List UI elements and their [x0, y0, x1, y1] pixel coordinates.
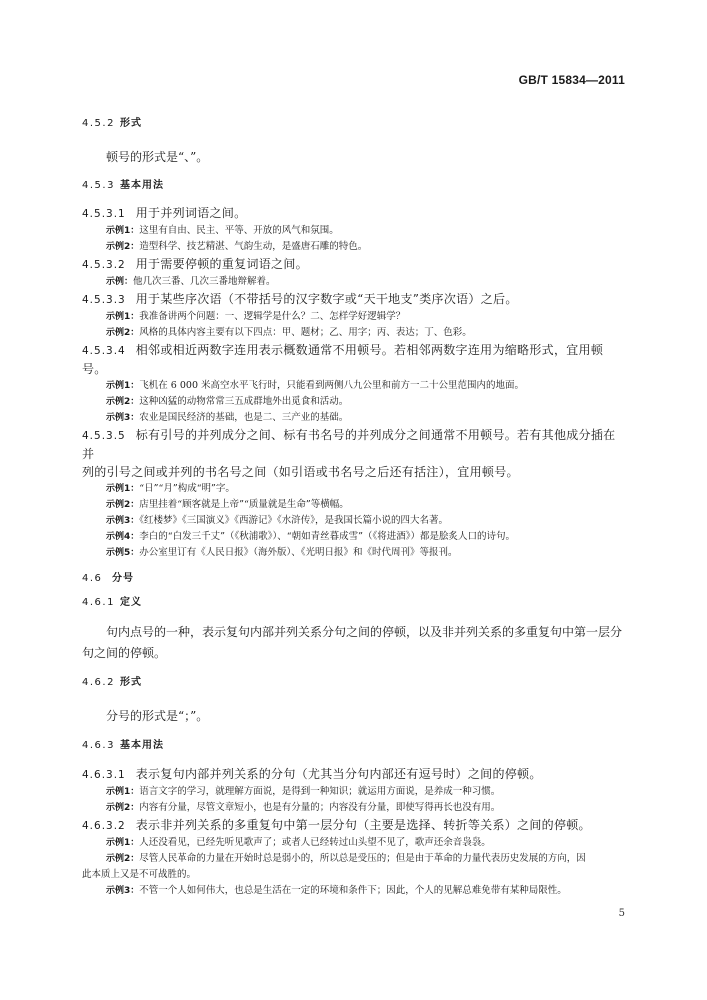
example-line: [82, 800, 627, 816]
example-text: 飞机在 6 000 米高空水平飞行时，只能看到两侧八九公里和前方一二十公里范围内的地面。: [139, 380, 525, 391]
example-label: 示例1：: [106, 312, 140, 322]
example-text: 店里挂着“顾客就是上帝”“质量就是生命”等横幅。: [139, 499, 349, 510]
section-number: 4.6: [82, 573, 103, 584]
example-text: 这种凶猛的动物常常三五成群地外出觅食和活动。: [139, 396, 349, 407]
example-text: 风格的具体内容主要有以下四点：甲、题材；乙、用字；丙、表达；丁、色彩。: [139, 327, 472, 338]
example-label: 示例5：: [106, 548, 140, 558]
section-number: 4.6.3: [82, 740, 115, 751]
section-number: 4.5.3: [82, 180, 115, 191]
section-heading-4-6-3: [82, 739, 627, 753]
clause-4-6-3-2: [82, 816, 627, 835]
example-label: 示例2：: [106, 242, 140, 252]
example-text: 造型科学、技艺精湛、气韵生动，是盛唐石雕的特色。: [139, 241, 368, 252]
example-text: 语言文字的学习，就理解方面说，是得到一种知识；就运用方面说，是养成一种习惯。: [139, 786, 501, 797]
clause-4-5-3-5: [82, 426, 627, 463]
paragraph-4-6-1: [82, 622, 627, 664]
clause-4-5-3-2: [82, 255, 627, 274]
example-line: [82, 410, 627, 426]
clause-4-5-3-3: [82, 290, 627, 309]
example-line: [82, 378, 627, 394]
example-line-continuation: 此本质上又是不可战胜的。: [82, 869, 197, 880]
page-content: [82, 117, 627, 899]
section-number: 4.6.1: [82, 597, 115, 608]
example-label: 示例3：: [106, 886, 140, 896]
clause-number: 4.5.3.5: [82, 430, 126, 442]
clause-number: 4.6.3.2: [82, 820, 126, 832]
example-label: 示例2：: [106, 854, 140, 864]
clause-text: 用于并列词语之间。: [135, 206, 247, 220]
example-line: [82, 851, 627, 867]
example-line: [82, 883, 627, 899]
clause-text: 相邻或相近两数字连用表示概数通常不用顿号。若相邻两数字连用为缩略形式，宜用顿号。: [82, 343, 604, 376]
section-number: 4.5.2: [82, 118, 115, 129]
clause-4-5-3-1: [82, 204, 627, 223]
clause-4-5-3-5-continuation: 列的引号之间或并列的书名号之间（如引语或书名号之后还有括注），宜用顿号。: [82, 465, 519, 479]
example-label: 示例4：: [106, 532, 140, 542]
example-label: 示例2：: [106, 328, 140, 338]
example-line: [82, 274, 627, 290]
example-line: [82, 529, 627, 545]
example-label: 示例：: [106, 277, 134, 287]
page-number: 5: [618, 908, 625, 919]
paragraph-line-continuation: 句之间的停顿。: [82, 646, 167, 660]
example-label: 示例3：: [106, 413, 140, 423]
example-label: 示例2：: [106, 397, 140, 407]
example-text: 办公室里订有《人民日报》（海外版）、《光明日报》和《时代周刊》等报刊。: [139, 547, 458, 558]
section-heading-4-5-3: [82, 179, 627, 193]
example-text: 不管一个人如何伟大，也总是生活在一定的环境和条件下；因此，个人的见解总难免带有某种局限性。: [139, 885, 567, 896]
example-line: [82, 513, 627, 529]
clause-4-6-3-1: [82, 765, 627, 784]
example-label: 示例3：: [106, 516, 140, 526]
clause-text: 表示非并列关系的多重复句中第一层分句（主要是选择、转折等关系）之间的停顿。: [135, 818, 591, 832]
clause-text: 表示复句内部并列关系的分句（尤其当分句内部还有逗号时）之间的停顿。: [135, 767, 542, 781]
clause-text: 用于某些序次语（不带括号的汉字数字或“天干地支”类序次语）之后。: [135, 292, 518, 306]
example-text: 尽管人民革命的力量在开始时总是弱小的，所以总是受压的；但是由于革命的力量代表历史发展的方向，因: [139, 853, 586, 864]
paragraph-4-5-2: 顿号的形式是“、”。: [106, 150, 209, 164]
example-text: 农业是国民经济的基础，也是二、三产业的基础。: [139, 412, 349, 423]
clause-number: 4.6.3.1: [82, 769, 126, 781]
example-text: 我准备讲两个问题：一、逻辑学是什么？二、怎样学好逻辑学？: [139, 311, 406, 322]
clause-number: 4.5.3.4: [82, 345, 126, 357]
example-text: 《红楼梦》《三国演义》《西游记》《水浒传》，是我国长篇小说的四大名著。: [139, 515, 449, 526]
example-label: 示例1：: [106, 838, 140, 848]
example-line: [82, 325, 627, 341]
example-text: 李白的“白发三千丈”（《秋浦歌》）、“朝如青丝暮成雪”（《将进酒》）都是脍炙人口的诗句。: [139, 531, 515, 542]
clause-4-5-3-4: [82, 341, 627, 378]
section-title: 基本用法: [120, 180, 164, 191]
example-text: 这里有自由、民主、平等、开放的风气和氛围。: [139, 225, 339, 236]
example-line: [82, 223, 627, 239]
example-text: 内容有分量，尽管文章短小，也是有分量的；内容没有分量，即使写得再长也没有用。: [139, 802, 501, 813]
example-label: 示例1：: [106, 787, 140, 797]
example-label: 示例2：: [106, 500, 140, 510]
example-line: [82, 784, 627, 800]
section-heading-4-5-2: [82, 117, 627, 131]
clause-number: 4.5.3.1: [82, 208, 126, 220]
example-text: 人还没看见，已经先听见歌声了；或者人已经转过山头望不见了，歌声还余音袅袅。: [139, 837, 491, 848]
paragraph-4-6-2: 分号的形式是“；”。: [106, 709, 209, 723]
section-title: 形式: [120, 118, 142, 129]
example-line: [82, 545, 627, 561]
standard-code-header: GB/T 15834—2011: [518, 73, 625, 87]
example-line: [82, 309, 627, 325]
example-label: 示例1：: [106, 381, 140, 391]
example-label: 示例2：: [106, 803, 140, 813]
section-title: 形式: [120, 677, 142, 688]
clause-number: 4.5.3.3: [82, 294, 126, 306]
clause-text: 标有引号的并列成分之间、标有书名号的并列成分之间通常不用顿号。若有其他成分插在并: [82, 428, 616, 461]
example-line: [82, 481, 627, 497]
example-text: 他几次三番、几次三番地辩解着。: [133, 276, 276, 287]
section-title: 定义: [120, 597, 142, 608]
clause-number: 4.5.3.2: [82, 259, 126, 271]
example-label: 示例1：: [106, 484, 140, 494]
section-number: 4.6.2: [82, 677, 115, 688]
example-label: 示例1：: [106, 226, 140, 236]
paragraph-line: 句内点号的一种，表示复句内部并列关系分句之间的停顿，以及非并列关系的多重复句中第一层分: [106, 625, 623, 639]
clause-text: 用于需要停顿的重复词语之间。: [135, 257, 308, 271]
section-heading-4-6-1: [82, 596, 627, 610]
example-line: [82, 835, 627, 851]
section-heading-4-6: [82, 572, 627, 586]
example-line: [82, 394, 627, 410]
example-text: “日”“月”构成“明”字。: [139, 483, 235, 494]
section-title: 分号: [112, 573, 134, 584]
example-line: [82, 239, 627, 255]
section-title: 基本用法: [120, 740, 164, 751]
example-line: [82, 497, 627, 513]
section-heading-4-6-2: [82, 676, 627, 690]
